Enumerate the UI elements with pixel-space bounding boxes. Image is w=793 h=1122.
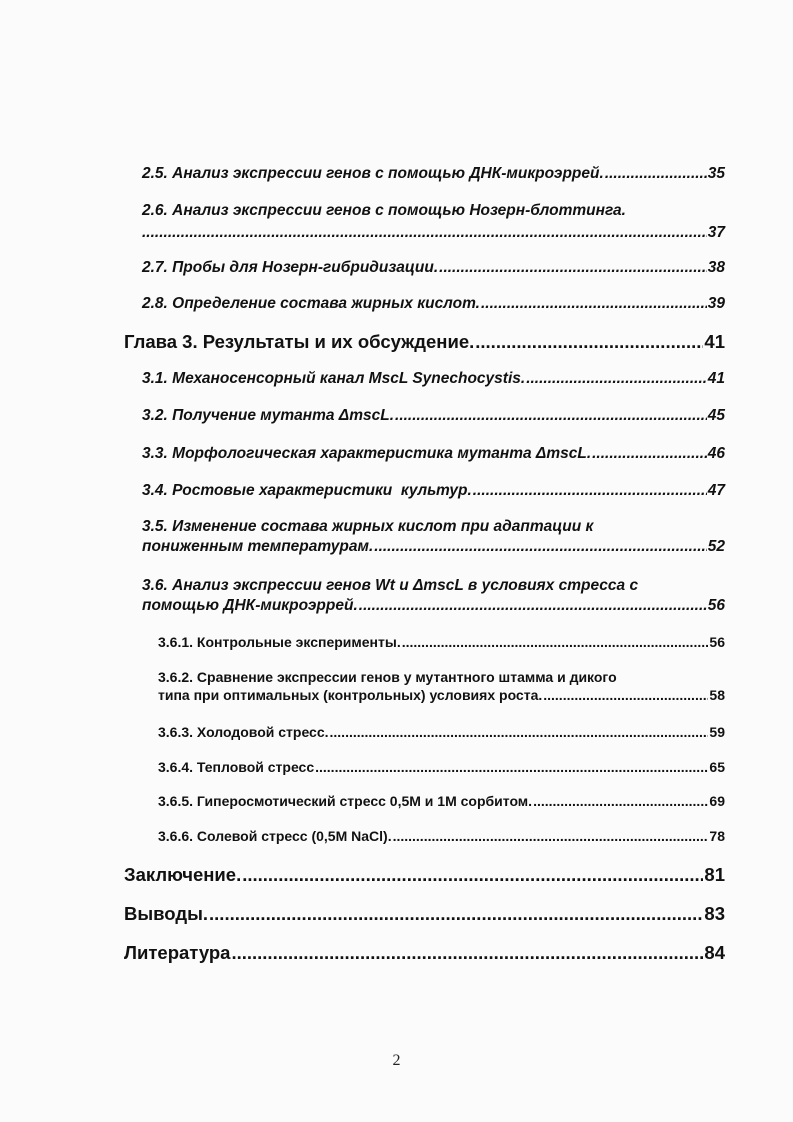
toc-entry-3-3[interactable] <box>142 445 725 463</box>
toc-entry-title: Литература <box>124 942 231 963</box>
toc-page-number: 69 <box>709 793 725 809</box>
toc-entry-3-6-1[interactable] <box>158 634 725 650</box>
toc-entry-2-8[interactable] <box>142 295 725 313</box>
toc-entry-title: 3.6.2. Сравнение экспрессии генов у мутантного штамма и дикого <box>158 669 617 685</box>
toc-page-number: 41 <box>704 331 725 352</box>
toc-entry-title: 3.6.5. Гиперосмотический стресс 0,5М и 1М сорбитом. <box>158 793 533 809</box>
toc-page-number: 84 <box>704 942 725 963</box>
toc-page-number: 39 <box>707 295 725 312</box>
leader-dots <box>439 259 707 277</box>
toc-entry-2-5[interactable] <box>142 165 725 183</box>
toc-page-number: 52 <box>707 538 725 555</box>
leader-dots <box>473 482 707 500</box>
toc-entry-title: 3.6.6. Солевой стресс (0,5M NaCl). <box>158 828 392 844</box>
toc-entry-title: 3.6.4. Тепловой стресс <box>158 759 315 775</box>
toc-entry-3-2[interactable] <box>142 407 725 425</box>
page-number: 2 <box>392 1052 401 1069</box>
toc-entry-2-6[interactable] <box>142 202 725 242</box>
toc-page-number: 65 <box>709 759 725 775</box>
leader-dots <box>402 634 709 650</box>
toc-entry-2-7[interactable] <box>142 259 725 277</box>
toc-entry-title: 3.4. Ростовые характеристики культур. <box>142 482 472 499</box>
toc-entry-title: Выводы. <box>124 903 209 924</box>
toc-entry-title-cont: помощью ДНК-микроэррей. <box>142 597 358 614</box>
toc-page-number: 59 <box>709 724 725 740</box>
leader-dots <box>481 295 707 313</box>
toc-page-number: 38 <box>707 259 725 276</box>
toc-entry-3-5[interactable] <box>142 518 725 556</box>
toc-page-number: 56 <box>709 634 725 650</box>
toc-entry-title: 3.2. Получение мутанта ΔmscL. <box>142 407 395 424</box>
toc-page-number: 58 <box>709 687 725 703</box>
toc-entry-title: 3.1. Механосенсорный канал MscL Synechocystis. <box>142 370 526 387</box>
leader-dots <box>592 445 707 463</box>
toc-entry-title: 3.3. Морфологическая характеристика мутанта ΔmscL. <box>142 445 592 462</box>
leader-dots <box>475 331 703 353</box>
toc-entry-3-6-2[interactable] <box>158 669 725 703</box>
leader-dots <box>231 942 703 964</box>
toc-page-number: 41 <box>707 370 725 387</box>
leader-dots <box>142 224 707 242</box>
toc-entry-title: 3.6. Анализ экспрессии генов Wt и ΔmscL в условиях стресса с <box>142 577 639 594</box>
leader-dots <box>543 687 708 703</box>
toc-entry-3-6-4[interactable] <box>158 759 725 775</box>
toc-entry-title: 3.5. Изменение состава жирных кислот при адаптации к <box>142 518 594 535</box>
leader-dots <box>374 538 706 556</box>
toc-entry-title: Заключение. <box>124 864 242 885</box>
toc-entry-title: 2.8. Определение состава жирных кислот. <box>142 295 480 312</box>
leader-dots <box>605 165 707 183</box>
toc-entry-title: 2.6. Анализ экспрессии генов с помощью Нозерн-блоттинга. <box>142 202 626 219</box>
toc-page-number: 83 <box>704 903 725 924</box>
toc-entry-3-6-6[interactable] <box>158 828 725 844</box>
leader-dots <box>395 407 707 425</box>
toc-entry-title: 3.6.3. Холодовой стресс. <box>158 724 329 740</box>
leader-dots <box>359 597 707 615</box>
toc-entry-3-6-5[interactable] <box>158 793 725 809</box>
toc-page-number: 78 <box>709 828 725 844</box>
toc-page-number: 37 <box>707 224 725 241</box>
leader-dots <box>393 828 709 844</box>
toc-entry-3-4[interactable] <box>142 482 725 500</box>
leader-dots <box>533 793 708 809</box>
toc-entry-3-6[interactable] <box>142 577 725 615</box>
toc-page-number: 56 <box>707 597 725 614</box>
toc-findings[interactable] <box>124 903 725 925</box>
leader-dots <box>209 903 703 925</box>
toc-page-number: 46 <box>707 445 725 462</box>
toc-entry-title: 3.6.1. Контрольные эксперименты. <box>158 634 401 650</box>
leader-dots <box>526 370 707 388</box>
toc-entry-3-1[interactable] <box>142 370 725 388</box>
leader-dots <box>330 724 709 740</box>
toc-entry-title: 2.7. Пробы для Нозерн-гибридизации. <box>142 259 439 276</box>
toc-entry-title: 2.5. Анализ экспрессии генов с помощью ДНК-микроэррей. <box>142 165 604 182</box>
toc-entry-3-6-3[interactable] <box>158 724 725 740</box>
toc-references[interactable] <box>124 942 725 964</box>
toc-chapter-3[interactable] <box>124 331 725 353</box>
toc-entry-title-cont: типа при оптимальных (контрольных) условиях роста. <box>158 687 543 703</box>
toc-page-number: 35 <box>707 165 725 182</box>
toc-conclusion[interactable] <box>124 864 725 886</box>
leader-dots <box>315 759 708 775</box>
toc-page-number: 47 <box>707 482 725 499</box>
toc-entry-title-cont: пониженным температурам. <box>142 538 374 555</box>
toc-entry-title: Глава 3. Результаты и их обсуждение. <box>124 331 475 352</box>
leader-dots <box>242 864 703 886</box>
toc-page-number: 81 <box>704 864 725 885</box>
toc-page-number: 45 <box>707 407 725 424</box>
